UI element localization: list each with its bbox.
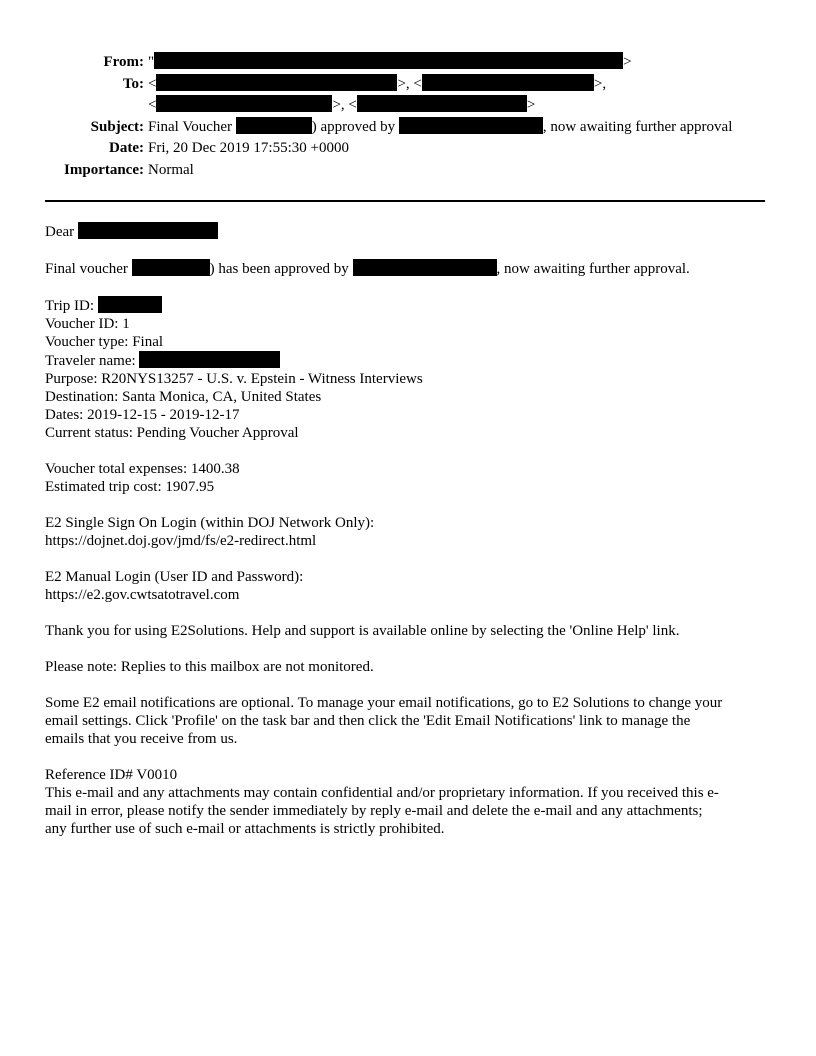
sso-login	[45, 514, 770, 550]
confidential-text-line: mail in error, please notify the sender immediately by reply e-mail and delete the e-mail and any attachments;	[45, 803, 703, 819]
redaction-block	[422, 74, 594, 91]
trip-id-line	[45, 296, 770, 315]
from-suffix: >	[623, 54, 632, 70]
importance-row	[0, 160, 816, 182]
date-label: Date:	[109, 140, 144, 156]
redaction-block	[156, 74, 397, 91]
redaction-block	[132, 259, 210, 276]
trip-details	[45, 296, 770, 442]
sso-heading: E2 Single Sign On Login (within DOJ Network Only):	[45, 515, 375, 531]
to-bracket: <	[148, 97, 157, 113]
redaction-block	[353, 259, 497, 276]
to-label: To:	[122, 75, 144, 92]
note-paragraph	[45, 658, 770, 676]
expense-summary	[45, 460, 770, 496]
manual-login	[45, 568, 770, 604]
voucher-id: Voucher ID: 1	[45, 316, 130, 332]
to-separator: >, <	[397, 75, 422, 92]
confidential-text-line: This e-mail and any attachments may contain confidential and/or proprietary information. If you received this e-	[45, 785, 719, 801]
confidential-text-line: any further use of such e-mail or attachments is strictly prohibited.	[45, 821, 445, 837]
to-row-continued	[0, 95, 816, 117]
subject-text: , now awaiting further approval	[542, 118, 733, 135]
redaction-block	[78, 222, 218, 239]
from-row	[0, 52, 816, 74]
note-text: Please note: Replies to this mailbox are not monitored.	[45, 659, 374, 675]
subject-text: ) approved by	[311, 118, 399, 135]
redaction-block	[399, 117, 543, 134]
redaction-block	[98, 296, 162, 313]
total-expenses: Voucher total expenses: 1400.38	[45, 461, 240, 477]
subject-text: Final Voucher	[148, 118, 236, 135]
approval-text: ) has been approved by	[209, 261, 353, 277]
approval-text: Final voucher	[45, 261, 132, 277]
header-divider	[45, 200, 765, 202]
optional-text-line: emails that you receive from us.	[45, 731, 238, 747]
approval-text: , now awaiting further approval.	[496, 261, 690, 277]
purpose: Purpose: R20NYS13257 - U.S. v. Epstein - Witness Interviews	[45, 371, 423, 387]
redaction-block	[357, 95, 527, 112]
optional-text-line: email settings. Click 'Profile' on the task bar and then click the 'Edit Email Notifications' link to manage the	[45, 713, 691, 729]
optional-notifications-paragraph	[45, 694, 770, 748]
date-row	[0, 138, 816, 160]
from-prefix: "	[148, 54, 155, 70]
manual-heading: E2 Manual Login (User ID and Password):	[45, 569, 304, 585]
from-label: From:	[103, 54, 144, 70]
subject-value	[148, 117, 732, 139]
manual-url[interactable]: https://e2.gov.cwtsatotravel.com	[45, 587, 240, 603]
from-value	[148, 52, 632, 74]
to-separator: >, <	[332, 97, 357, 113]
redaction-block	[236, 117, 312, 134]
sso-url[interactable]: https://dojnet.doj.gov/jmd/fs/e2-redirect.html	[45, 533, 317, 549]
to-value-line1	[148, 74, 606, 96]
traveler-label: Traveler name:	[45, 353, 140, 369]
current-status: Current status: Pending Voucher Approval	[45, 425, 299, 441]
thanks-text: Thank you for using E2Solutions. Help and support is available online by selecting the 'Online Help' link.	[45, 623, 680, 639]
greeting-text: Dear	[45, 224, 78, 240]
voucher-type: Voucher type: Final	[45, 334, 164, 350]
thanks-paragraph	[45, 622, 770, 640]
dates: Dates: 2019-12-15 - 2019-12-17	[45, 407, 240, 423]
reference-paragraph	[45, 766, 770, 838]
subject-label: Subject:	[90, 118, 144, 135]
optional-text-line: Some E2 email notifications are optional. To manage your email notifications, go to E2 Solutions to change your	[45, 695, 723, 711]
subject-row	[0, 117, 816, 139]
importance-label: Importance:	[64, 161, 144, 178]
to-value-line2	[148, 95, 535, 117]
redaction-block	[139, 351, 280, 368]
date-value: Fri, 20 Dec 2019 17:55:30 +0000	[148, 140, 349, 156]
estimated-cost: Estimated trip cost: 1907.95	[45, 479, 215, 495]
to-bracket: <	[148, 75, 157, 92]
to-bracket: >	[526, 97, 536, 113]
approval-message	[45, 259, 770, 278]
to-bracket: >,	[593, 75, 607, 92]
trip-id-label: Trip ID:	[45, 298, 98, 314]
email-body	[45, 222, 770, 856]
importance-value: Normal	[148, 161, 194, 178]
greeting	[45, 222, 770, 241]
redaction-block	[154, 52, 623, 69]
to-row	[0, 74, 816, 96]
email-header	[0, 52, 816, 181]
redaction-block	[156, 95, 332, 112]
destination: Destination: Santa Monica, CA, United States	[45, 389, 322, 405]
traveler-name-line	[45, 351, 770, 370]
reference-id: Reference ID# V0010	[45, 767, 178, 783]
